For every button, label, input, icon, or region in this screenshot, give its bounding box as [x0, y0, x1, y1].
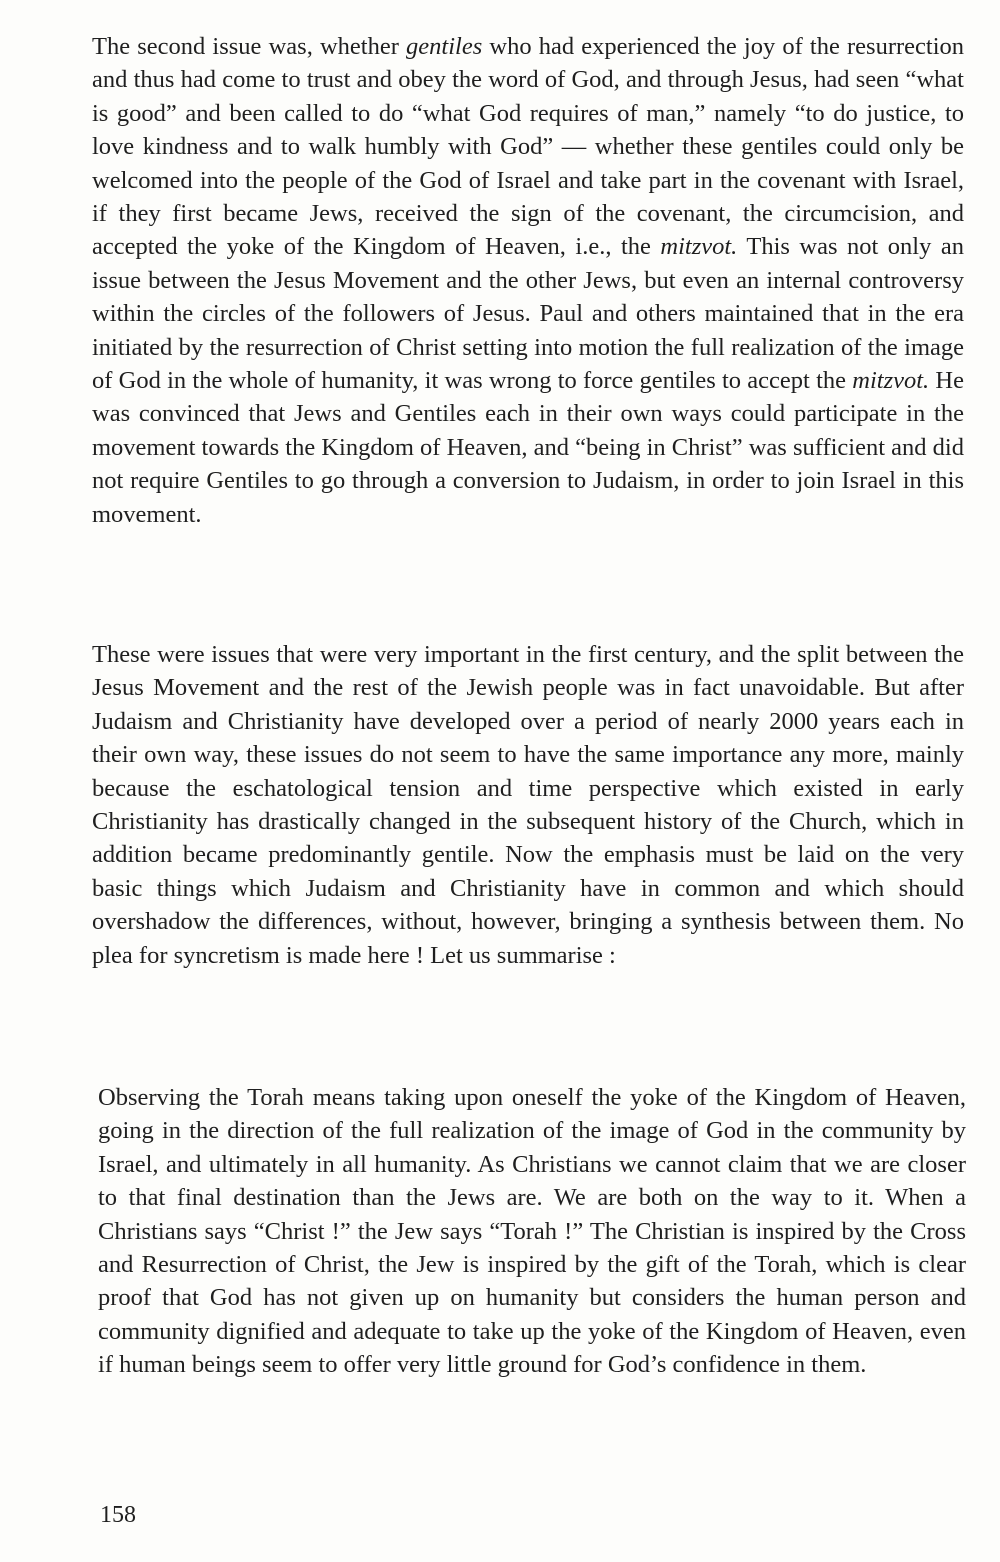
text-run: Observing the Torah means taking upon oneself the yoke of the Kingdom of Heaven, going in the direction of the full realization of the image of God in the community by Israel, and ultimately in all humanity. As Christians we cannot claim that we are closer to that final destination than the Jews are. We are both on the way to it. When a Christians says “Christ !” the Jew says “Torah !” The Christian is inspired by the Cross and Resurrection of Christ, the Jew is inspired by the gift of the Torah, which is clear proof that God has not given up on humanity but considers the human person and community dignified and adequate to take up the yoke of the Kingdom of Heaven, even if human beings seem to offer very little ground for God’s confidence in them.: [98, 1084, 966, 1379]
paragraph-1: [92, 30, 964, 531]
italic-term: gentiles: [406, 33, 483, 60]
italic-term: mitzvot.: [660, 233, 738, 261]
italic-term: mitzvot.: [852, 367, 930, 395]
page-number: 158: [100, 1502, 136, 1528]
text-run: He was convinced that Jews and Gentiles each in their own ways could participate in the movement towards the Kingdom of Heaven, and “being in Christ” was sufficient and did not require Gentiles to go through a conversion to Judaism, in order to join Israel in this movement.: [92, 367, 964, 528]
text-run: The second issue was, whether: [92, 33, 407, 60]
text-run: who had experienced the joy of the resurrection and thus had come to trust and obey the word of God, and through Jesus, had seen “what is good” and been called to do “what God requires of man,” namely “to do justice, to love kindness and to walk humbly with God” — whether these gentiles could only be welcomed into the people of the God of Israel and take part in the covenant with Israel, if they first became Jews, received the sign of the covenant, the circumcision, and accepted the yoke of the Kingdom of Heaven, i.e., the: [92, 33, 964, 261]
text-run: This was not only an issue between the Jesus Movement and the other Jews, but even an internal controversy within the circles of the followers of Jesus. Paul and others maintained that in the era initiated by the resurrection of Christ setting into motion the full realization of the image of God in the whole of humanity, it was wrong to force gentiles to accept the: [92, 233, 964, 395]
text-run: These were issues that were very important in the first century, and the split between the Jesus Movement and the rest of the Jewish people was in fact unavoidable. But after Judaism and Christianity have developed over a period of nearly 2000 years each in their own way, these issues do not seem to have the same importance any more, mainly because the eschatological tension and time perspective which existed in early Christianity has drastically changed in the subsequent history of the Church, which in addition became predominantly gentile. Now the emphasis must be laid on the very basic things which Judaism and Christianity have in common and which should overshadow the differences, without, however, bringing a synthesis between them. No plea for syncretism is made here ! Let us summarise :: [92, 641, 964, 969]
paragraph-3: [98, 1081, 966, 1382]
paragraph-2: [92, 638, 964, 972]
